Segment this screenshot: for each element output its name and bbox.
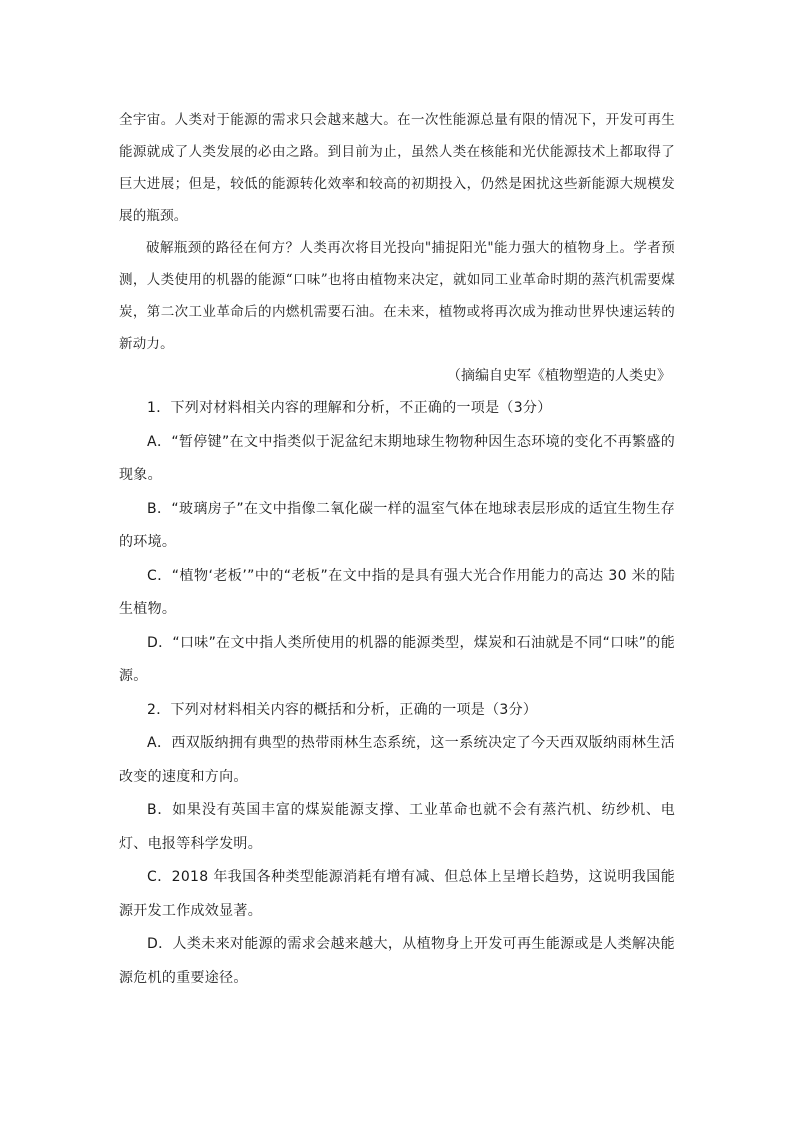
question-1-option-b: B．“玻璃房子”在文中指像二氧化碳一样的温室气体在地球表层形成的适宜生物生存的环境。 xyxy=(119,500,675,550)
document-page xyxy=(119,104,675,995)
question-1-option-c: C．“植物‘老板’”中的“老板”在文中指的是具有强大光合作用能力的高达 30 米的陆生植物。 xyxy=(119,567,675,617)
question-1-stem: 1．下列对材料相关内容的理解和分析，不正确的一项是（3分） xyxy=(147,400,552,416)
passage-paragraph-2: 破解瓶颈的路径在何方？人类再次将目光投向"捕捉阳光"能力强大的植物身上。学者预测，人类使用的机器的能源“口味”也将由植物来决定，就如同工业革命时期的蒸汽机需要煤炭，第二次工业革命后的内燃机需要石油。在未来，植物或将再次成为推动世界快速运转的新动力。 xyxy=(119,240,675,352)
question-2-option-a: A．西双版纳拥有典型的热带雨林生态系统，这一系统决定了今天西双版纳雨林生活改变的速度和方向。 xyxy=(119,735,675,785)
question-2-stem: 2．下列对材料相关内容的概括和分析，正确的一项是（3分） xyxy=(147,701,538,718)
question-2-option-c: C．2018 年我国各种类型能源消耗有增有减、但总体上呈增长趋势，这说明我国能源开发工作成效显著。 xyxy=(119,869,675,919)
question-2-option-d: D．人类未来对能源的需求会越来越大，从植物身上开发可再生能源或是人类解决能源危机的重要途径。 xyxy=(119,936,675,986)
question-1-option-a: A．“暂停键”在文中指类似于泥盆纪末期地球生物物种因生态环境的变化不再繁盛的现象。 xyxy=(119,433,675,483)
question-2-option-b: B．如果没有英国丰富的煤炭能源支撑、工业革命也就不会有蒸汽机、纺纱机、电灯、电报等科学发明。 xyxy=(119,802,675,852)
passage-paragraph-1: 全宇宙。人类对于能源的需求只会越来越大。在一次性能源总量有限的情况下，开发可再生能源就成了人类发展的必由之路。到目前为止，虽然人类在核能和光伏能源技术上都取得了巨大进展；但是，较低的能源转化效率和较高的初期投入，仍然是困扰这些新能源大规模发展的瓶颈。 xyxy=(119,112,675,224)
question-1-option-d: D．“口味”在文中指人类所使用的机器的能源类型，煤炭和石油就是不同“口味”的能源。 xyxy=(119,634,675,684)
source-citation: （摘编自史军《植物塑造的人类史》 xyxy=(447,368,671,384)
